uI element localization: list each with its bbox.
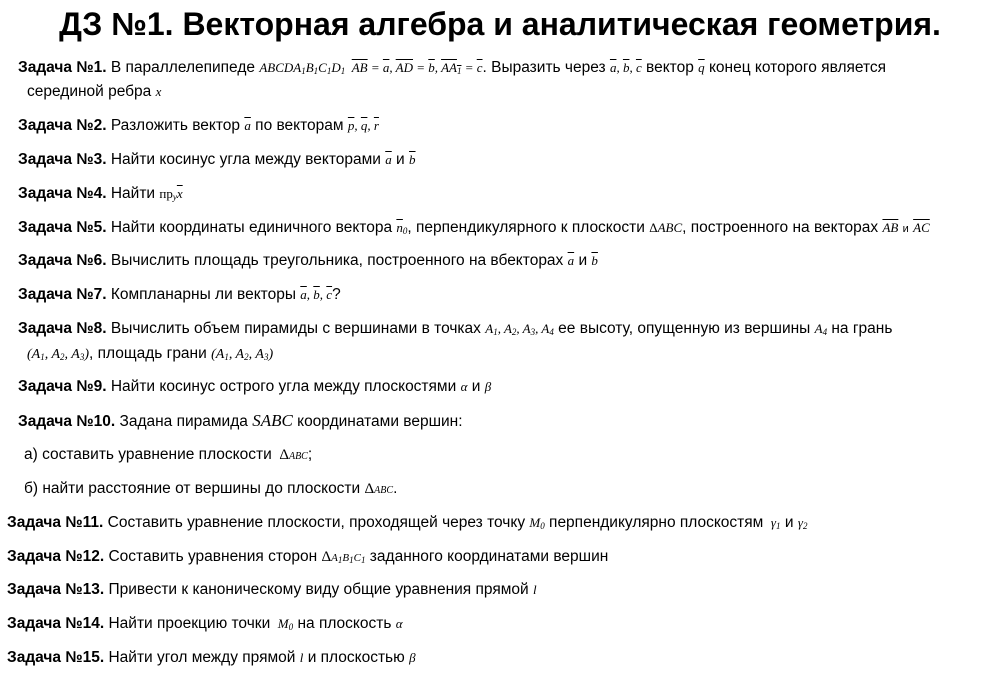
task-label: Задача №5. [18,219,107,236]
formula: $\overline{a}$, $\overline{b}$, $\overline{c}$ [609,60,642,75]
formula: $\overline{b}$ [409,152,416,167]
formula: $\gamma_1$ [767,515,781,531]
formula: $\overline{p}$, $\overline{q}$, $\overline{r}$ [347,118,379,133]
subitem-b: б) найти расстояние от вершины до плоскости ΔABC. [24,480,398,497]
task-label: Задача №9. [18,378,107,395]
task-8: Задача №8. Вычислить объем пирамиды с вершинами в точках $A_1$, $A_2$, $A_3$, $A_4$ ее высоту, опущенную из вершины $A_4$ на грань [18,320,893,337]
formula: $\overline{AC}$ [913,220,930,235]
task-9: Задача №9. Найти косинус острого угла между плоскостями α и β [18,378,492,395]
formula: ($A_1$, $A_2$, $A_3$) [211,347,274,362]
page-title: ДЗ №1. Векторная алгебра и аналитическая геометрия. [59,6,941,42]
task-2: Задача №2. Разложить вектор $\overline{a}$ по векторам $\overline{p}$, $\overline{q}$, $\overline{r}$ [18,117,379,134]
formula: $M_0$ [529,515,545,531]
formula: $M_0$ [274,616,294,632]
formula: x [155,84,162,99]
task-label: Задача №7. [18,286,107,303]
formula: l [299,650,304,665]
task-label: Задача №6. [18,252,107,269]
task-label: Задача №13. [7,581,105,598]
task-1: Задача №1. В параллелепипеде $ABCDA_1B_1C_1D_1$ $\overline{AB} = \overline{a}$, $\overline{AD} = \overline{b}$, $AA_1 = \overline{c}$. Выразить через $\overline{a}$, $\overline{b}$, $\overline{c}$ вектор $\overline{q}$ конец которого является [18,59,887,76]
formula: $A_4$ [814,321,828,337]
formula: α [460,379,468,394]
formula: β [484,379,492,394]
task-8-line2: ($A_1$, $A_2$, $A_3$), площадь грани ($A_1$, $A_2$, $A_3$) [27,345,274,362]
formula: ΔABC [364,481,394,497]
task-label: Задача №8. [18,320,107,337]
task-14: Задача №14. Найти проекцию точки $M_0$ на плоскость α [7,615,403,632]
task-11: Задача №11. Составить уравнение плоскости, проходящей через точку $M_0$ перпендикулярно плоскостям $\gamma_1$ и $\gamma_2$ [7,514,808,531]
task-label: Задача №12. [7,548,105,565]
task-label: Задача №15. [7,649,105,666]
formula: l [532,582,537,597]
formula: $\overline{q}$ [698,60,705,75]
task-10: Задача №10. Задана пирамида SABC координатами вершин: [18,411,463,430]
task-13: Задача №13. Привести к каноническому виду общие уравнения прямой l [7,581,537,598]
formula: ΔABC [649,220,683,235]
formula: $\overline{a}$ [385,152,392,167]
task-1-line2: серединой ребра x [27,83,162,100]
task-label: Задача №14. [7,615,105,632]
formula: $ABCDA_1B_1C_1D_1$ $\overline{AB} = \overline{a}$, $\overline{AD} = \overline{b}$, $AA_1 = \overline{c}$ [259,60,483,76]
subitem-a: а) составить уравнение плоскости ΔABC; [24,446,313,463]
formula: $\overline{n}_0$ [396,220,408,236]
formula: $\overline{b}$ [591,253,598,268]
formula: $пр_y\overline{x}$ [159,186,183,202]
task-label: Задача №2. [18,117,107,134]
task-7: Задача №7. Компланарны ли векторы $\overline{a}$, $\overline{b}$, $\overline{c}$? [18,286,341,303]
formula: $\overline{AB}$ [882,220,899,235]
task-label: Задача №11. [7,514,104,531]
formula: ($A_1$, $A_2$, $A_3$) [27,347,90,362]
formula: SABC [252,411,293,430]
formula: $\gamma_2$ [797,515,808,531]
formula: $\overline{a}$ [244,118,251,133]
formula: $A_1$, $A_2$, $A_3$, $A_4$ [485,321,554,337]
task-label: Задача №10. [18,413,116,430]
formula: β [409,650,416,665]
formula: $\overline{a}$, $\overline{b}$, $\overline{c}$ [300,287,333,302]
task-label: Задача №4. [18,185,107,202]
task-3: Задача №3. Найти косинус угла между векторами $\overline{a}$ и $\overline{b}$ [18,151,416,168]
task-5: Задача №5. Найти координаты единичного вектора $\overline{n}_0$, перпендикулярного к плоскости ΔABC, построенного на векторах $\overline{AB}$ и $\overline{AC}$ [18,219,930,236]
formula: α [395,616,403,631]
task-6: Задача №6. Вычислить площадь треугольника, построенного на вбекторах $\overline{a}$ и $\overline{b}$ [18,252,598,269]
task-12: Задача №12. Составить уравнения сторон $\Delta A_1B_1C_1$ заданного координатами вершин [7,548,609,565]
formula: $\overline{a}$ [567,253,575,268]
task-4: Задача №4. Найти $пр_y\overline{x}$ [18,185,183,202]
task-label: Задача №3. [18,151,107,168]
task-15: Задача №15. Найти угол между прямой l и плоскостью β [7,649,416,666]
formula: ΔABC [279,447,308,463]
formula: $\Delta A_1B_1C_1$ [321,549,366,565]
task-label: Задача №1. [18,59,107,76]
